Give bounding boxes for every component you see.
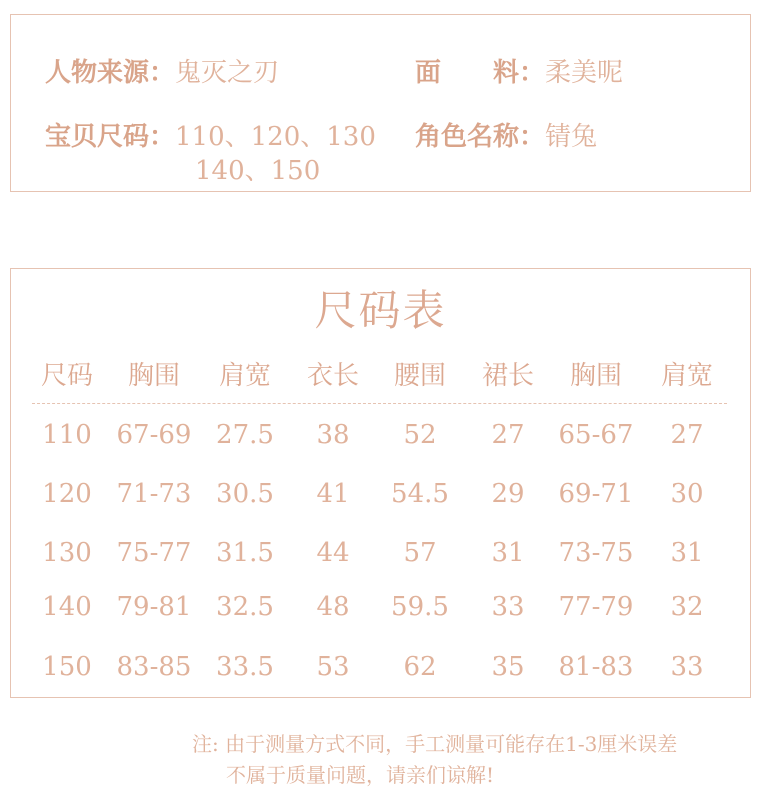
measure-cell: 30.5 xyxy=(216,479,274,509)
size-row xyxy=(45,116,376,153)
source-label: 人物来源： xyxy=(45,58,176,88)
source-row xyxy=(45,52,279,89)
product-info-box xyxy=(10,14,751,192)
size-label: 宝贝尺码： xyxy=(45,122,176,152)
size-cell: 140 xyxy=(42,592,92,622)
fabric-value: 柔美呢 xyxy=(545,58,624,88)
measure-cell: 67-69 xyxy=(116,420,192,450)
measure-cell: 59.5 xyxy=(391,592,449,622)
fabric-row xyxy=(415,52,623,89)
measure-cell: 35 xyxy=(491,652,525,682)
measure-cell: 57 xyxy=(403,538,437,568)
measure-cell: 77-79 xyxy=(558,592,634,622)
measure-cell: 54.5 xyxy=(391,479,449,509)
size-row-2 xyxy=(195,150,320,187)
measure-cell: 75-77 xyxy=(116,538,192,568)
measure-cell: 44 xyxy=(316,538,350,568)
role-value: 锖兔 xyxy=(545,122,598,152)
column-header: 尺码 xyxy=(40,361,93,391)
column-header: 衣长 xyxy=(306,361,359,391)
column-header: 胸围 xyxy=(569,361,622,391)
measure-cell: 81-83 xyxy=(558,652,634,682)
measure-cell: 83-85 xyxy=(116,652,192,682)
measure-cell: 31.5 xyxy=(216,538,274,568)
measure-cell: 38 xyxy=(316,420,350,450)
size-value-line1: 110、120、130 xyxy=(175,122,376,152)
measure-cell: 32 xyxy=(670,592,704,622)
size-cell: 150 xyxy=(42,652,92,682)
measure-cell: 53 xyxy=(316,652,350,682)
role-row xyxy=(415,116,597,153)
header-divider xyxy=(32,403,727,404)
measure-cell: 33 xyxy=(491,592,525,622)
note-line-2: 不属于质量问题，请亲们谅解! xyxy=(226,763,495,787)
measure-cell: 29 xyxy=(491,479,525,509)
role-label: 角色名称： xyxy=(415,122,546,152)
measure-cell: 73-75 xyxy=(558,538,634,568)
measure-cell: 32.5 xyxy=(216,592,274,622)
column-header: 裙长 xyxy=(481,361,534,391)
measure-cell: 27.5 xyxy=(216,420,274,450)
measure-cell: 27 xyxy=(670,420,704,450)
measure-cell: 48 xyxy=(316,592,350,622)
column-header: 肩宽 xyxy=(660,361,713,391)
size-cell: 120 xyxy=(42,479,92,509)
size-cell: 110 xyxy=(42,420,92,450)
measure-cell: 27 xyxy=(491,420,525,450)
measure-cell: 65-67 xyxy=(558,420,634,450)
size-cell: 130 xyxy=(42,538,92,568)
measure-cell: 31 xyxy=(670,538,704,568)
measure-cell: 31 xyxy=(491,538,525,568)
measure-cell: 30 xyxy=(670,479,704,509)
measure-cell: 33.5 xyxy=(216,652,274,682)
measure-cell: 62 xyxy=(403,652,437,682)
column-header: 肩宽 xyxy=(218,361,271,391)
measure-cell: 69-71 xyxy=(558,479,634,509)
fabric-label: 面 料： xyxy=(415,58,546,88)
measure-cell: 52 xyxy=(403,420,437,450)
size-value-line2: 140、150 xyxy=(195,156,321,186)
measure-cell: 41 xyxy=(316,479,350,509)
measure-cell: 79-81 xyxy=(116,592,192,622)
measure-cell: 71-73 xyxy=(116,479,192,509)
measure-cell: 33 xyxy=(670,652,704,682)
column-header: 胸围 xyxy=(127,361,180,391)
source-value: 鬼灭之刃 xyxy=(175,58,280,88)
column-header: 腰围 xyxy=(393,361,446,391)
size-table-title: 尺码表 xyxy=(314,286,447,335)
note-line-1: 注: 由于测量方式不同，手工测量可能存在1-3厘米误差 xyxy=(192,732,678,756)
